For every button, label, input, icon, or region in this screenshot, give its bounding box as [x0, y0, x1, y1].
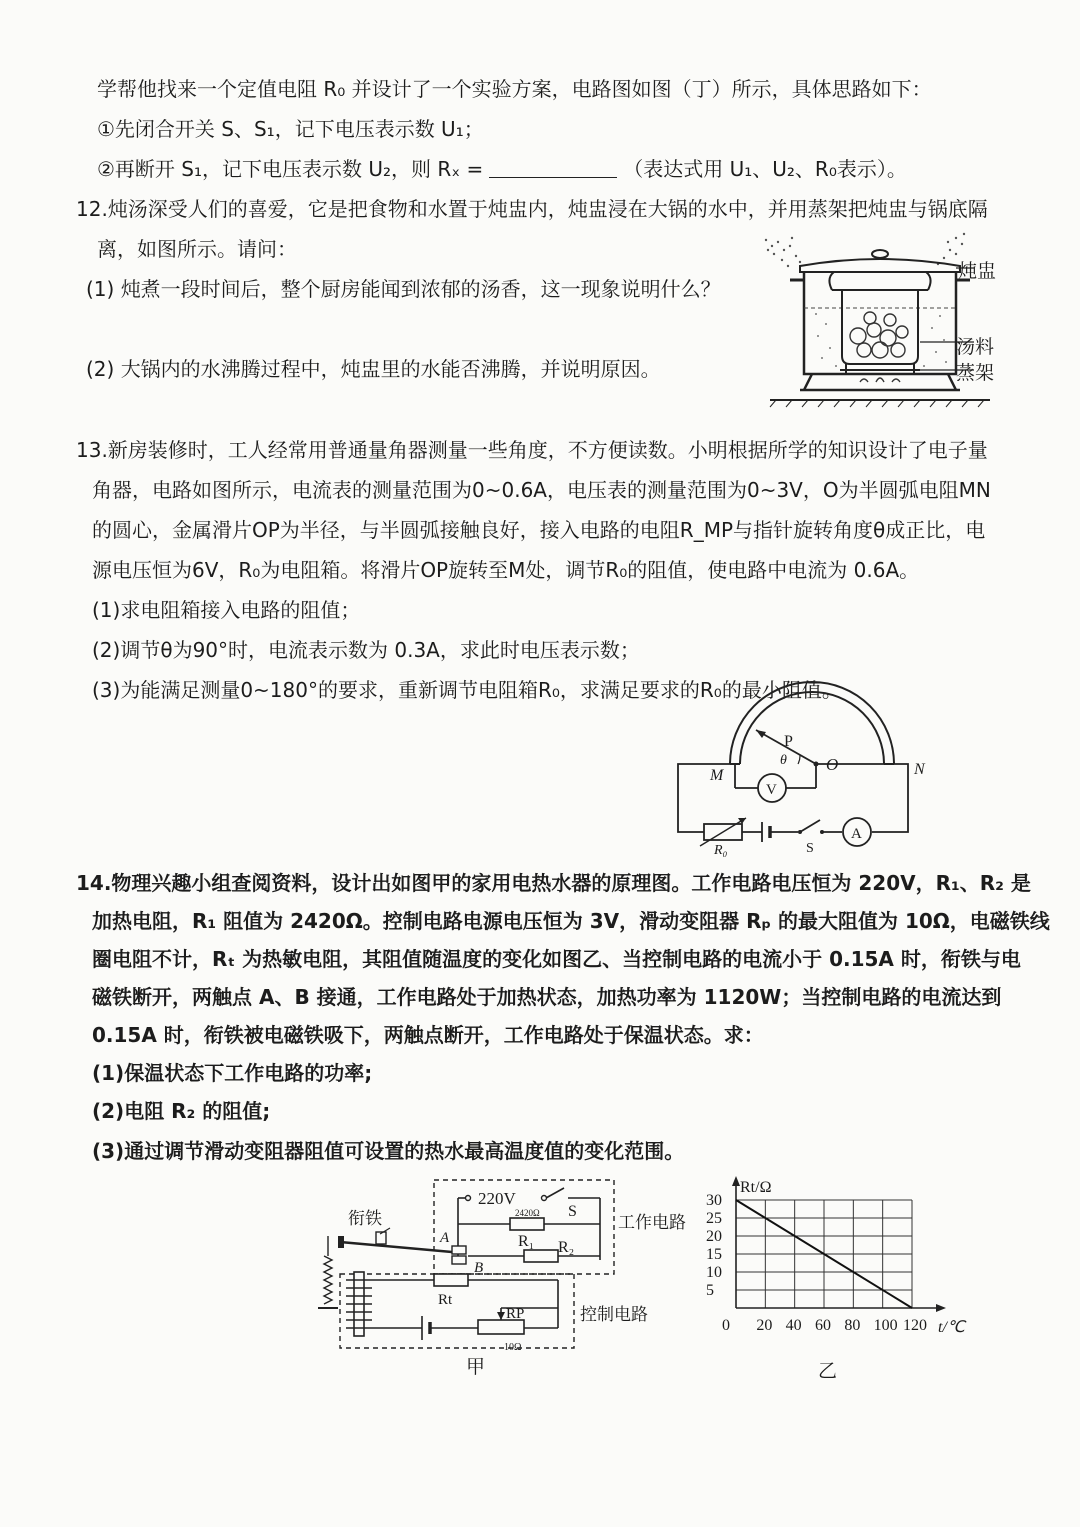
y-tick-label: 20 — [706, 1228, 722, 1245]
x-tick-label: 60 — [815, 1317, 831, 1334]
chart-ticks — [706, 1192, 927, 1334]
water-heater-circuit — [318, 1176, 704, 1366]
q13-stem-line1: 13.新房装修时，工人经常用普通量角器测量一些角度，不方便读数。小明根据所学的知识设计了电子量 — [76, 438, 988, 462]
label-contact-a: A — [440, 1230, 450, 1246]
q12-stem-line1: 12.炖汤深受人们的喜爱，它是把食物和水置于炖盅内，炖盅浸在大锅的水中，并用蒸架把炖盅与锅底隔 — [76, 197, 988, 221]
q14-stem-line5: 0.15A 时，衔铁被电磁铁吸下，两触点断开，工作电路处于保温状态。求： — [92, 1023, 764, 1047]
q14-sub1: (1)保温状态下工作电路的功率; — [92, 1061, 373, 1085]
label-r2: R₂ — [558, 1239, 575, 1256]
q14-stem-line2: 加热电阻，R₁ 阻值为 2420Ω。控制电路电源电压恒为 3V，滑动变阻器 Rₚ 的最大阻值为 10Ω，电磁铁线 — [92, 909, 1050, 933]
chart-axes — [732, 1176, 946, 1312]
q12-stem-line2: 离，如图所示。请问： — [97, 237, 297, 261]
label-switch: S — [806, 841, 814, 856]
caption-yi: 乙 — [818, 1360, 838, 1382]
label-armature: 衔铁 — [348, 1209, 382, 1228]
x-tick-label: 0 — [722, 1317, 730, 1334]
q11-step1: ①先闭合开关 S、S₁，记下电压表示数 U₁； — [97, 117, 484, 141]
water-dots — [815, 313, 947, 367]
q13-sub1: (1)求电阻箱接入电路的阻值； — [92, 598, 361, 622]
label-rt: Rt — [438, 1292, 453, 1308]
q13-stem-line2: 角器，电路如图所示，电流表的测量范围为0~0.6A，电压表的测量范围为0~3V，O为半圆弧电阻MN — [92, 478, 991, 502]
y-tick-label: 5 — [706, 1282, 714, 1299]
answer-blank[interactable] — [489, 159, 617, 178]
label-switch-s: S — [568, 1203, 577, 1220]
steam-left — [765, 237, 801, 267]
q14-sub2: (2)电阻 R₂ 的阻值; — [92, 1099, 271, 1123]
y-tick-label: 10 — [706, 1264, 722, 1281]
q11-step2-hint: （表达式用 U₁、U₂、R₀表示）。 — [623, 157, 907, 181]
label-contact-b: B — [474, 1260, 484, 1276]
label-work-circuit: 工作电路 — [618, 1213, 686, 1232]
q14-sub3: (3)通过调节滑动变阻器阻值可设置的热水最高温度值的变化范围。 — [92, 1139, 685, 1163]
label-o: O — [826, 755, 839, 774]
label-stew-pot: 炖盅 — [958, 260, 997, 282]
q13-stem-line3: 的圆心，金属滑片OP为半径，与半圆弧接触良好，接入电路的电阻R_MP与指针旋转角度θ成正比，电 — [92, 518, 986, 542]
food-pieces — [850, 312, 908, 358]
label-control-circuit: 控制电路 — [580, 1305, 648, 1324]
q13-sub2: (2)调节θ为90°时，电流表示数为 0.3A，求此时电压表示数； — [92, 638, 640, 662]
label-ammeter: A — [851, 826, 862, 842]
q13-stem-line4: 源电压恒为6V，R₀为电阻箱。将滑片OP旋转至M处，调节R₀的阻值，使电路中电流为 0.6A。 — [92, 558, 920, 582]
q14-stem-line1: 14.物理兴趣小组查阅资料，设计出如图甲的家用电热水器的原理图。工作电路电压恒为 220V，R₁、R₂ 是 — [76, 871, 1031, 895]
q13-sub3: (3)为能满足测量0~180°的要求，重新调节电阻箱R₀，求满足要求的R₀的最小阻值。 — [92, 678, 842, 702]
y-axis-arrow — [732, 1176, 740, 1186]
label-rp-value: 10Ω — [504, 1342, 522, 1353]
label-220v: 220V — [478, 1189, 516, 1208]
label-soup: 汤料 — [956, 336, 995, 358]
chart-xlabel: t/℃ — [938, 1319, 965, 1336]
label-theta: θ — [780, 753, 787, 768]
y-tick-label: 25 — [706, 1210, 722, 1227]
x-tick-label: 120 — [903, 1317, 927, 1334]
q12-sub2: (2) 大锅内的水沸腾过程中，炖盅里的水能否沸腾，并说明原因。 — [86, 357, 661, 381]
x-axis-arrow — [936, 1304, 946, 1312]
q12-sub1: (1) 炖煮一段时间后，整个厨房能闻到浓郁的汤香，这一现象说明什么？ — [86, 277, 721, 301]
protractor-circuit — [670, 700, 940, 858]
q14-stem-line3: 圈电阻不计，Rₜ 为热敏电阻，其阻值随温度的变化如图乙、当控制电路的电流小于 0.15A 时，衔铁与电 — [92, 947, 1021, 971]
label-n: N — [914, 761, 925, 778]
label-p: P — [784, 733, 793, 750]
chart-ylabel: Rt/Ω — [740, 1179, 772, 1196]
x-tick-label: 40 — [785, 1317, 802, 1334]
q11-line1: 学帮他找来一个定值电阻 R₀ 并设计了一个实验方案，电路图如图（丁）所示，具体思路如下： — [97, 77, 932, 101]
q14-stem-line4: 磁铁断开，两触点 A、B 接通，工作电路处于加热状态，加热功率为 1120W；当控制电路的电流达到 — [92, 985, 1002, 1009]
y-tick-label: 30 — [706, 1192, 722, 1209]
caption-jia: 甲 — [466, 1356, 486, 1378]
x-tick-label: 20 — [756, 1317, 773, 1334]
label-r0: R₀ — [714, 843, 728, 858]
label-voltmeter: V — [766, 782, 777, 798]
label-r1-value: 2420Ω — [515, 1208, 540, 1218]
label-m: M — [710, 767, 724, 784]
x-tick-label: 100 — [873, 1317, 898, 1334]
label-r1: R₁ — [518, 1233, 535, 1250]
q11-step2 — [97, 156, 907, 182]
label-rack: 蒸架 — [956, 362, 995, 384]
label-rp: RP — [506, 1306, 525, 1322]
y-tick-label: 15 — [706, 1246, 722, 1263]
x-tick-label: 80 — [844, 1317, 861, 1334]
q11-step2-text: ②再断开 S₁，记下电压表示数 U₂，则 Rₓ = — [97, 157, 484, 181]
rt-temperature-chart — [700, 1172, 990, 1342]
